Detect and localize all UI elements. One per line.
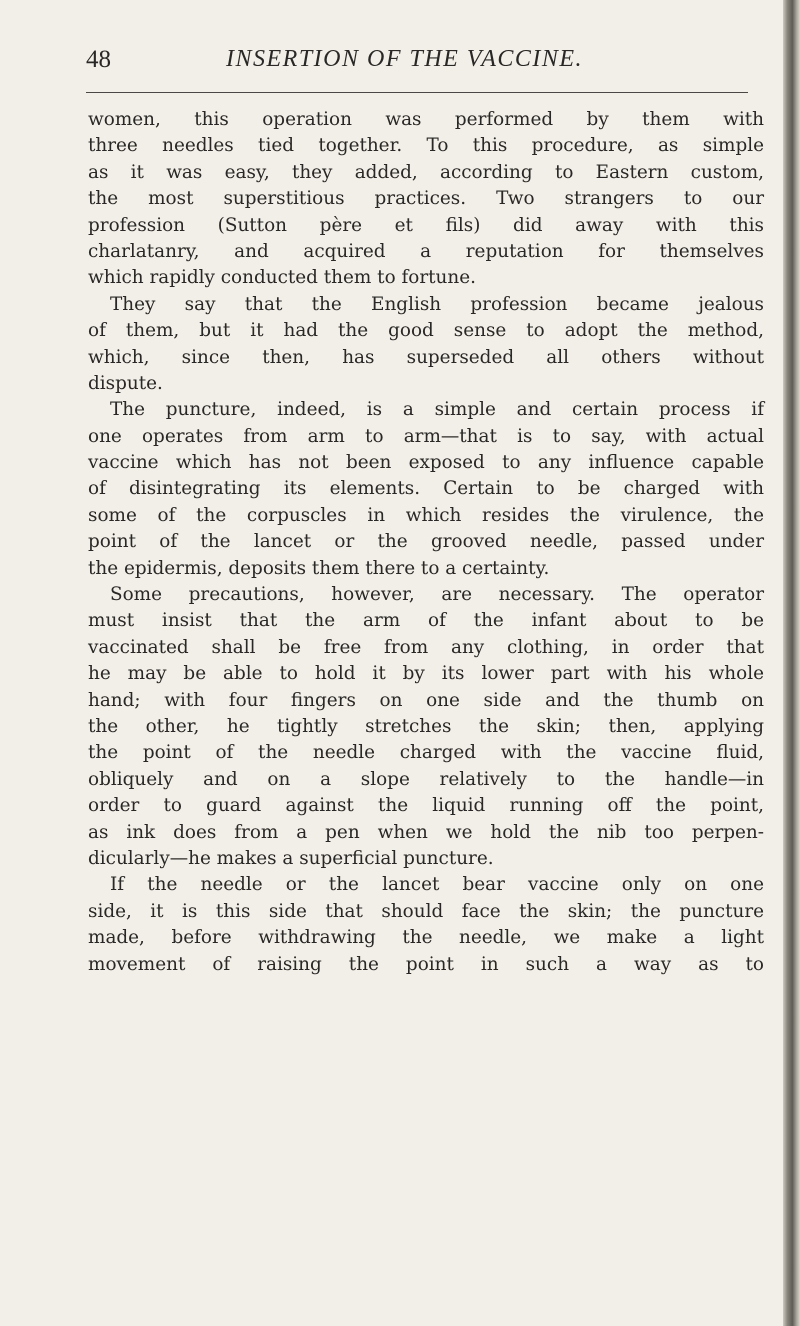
text-line: the epidermis, deposits them there to a certainty. — [88, 557, 550, 579]
running-title: INSERTION OF THE VACCINE. — [226, 46, 584, 72]
text-line: Some precautions, however, are necessary. The operator — [110, 584, 764, 606]
text-line: three needles tied together. To this procedure, as simple — [88, 135, 764, 157]
text-line: movement of raising the point in such a way as to — [88, 953, 764, 975]
text-line: as ink does from a pen when we hold the nib too perpen- — [88, 821, 764, 843]
body-text — [88, 107, 764, 978]
text-line: charlatanry, and acquired a reputation for themselves — [88, 240, 764, 262]
text-line: point of the lancet or the grooved needle, passed under — [88, 531, 764, 553]
text-line: he may be able to hold it by its lower part with his whole — [88, 663, 764, 685]
text-line: profession (Sutton père et fils) did away with this — [88, 214, 764, 236]
book-spine-edge — [783, 0, 800, 1326]
text-line: They say that the English profession became jealous — [110, 293, 764, 315]
text-line: the other, he tightly stretches the skin; then, applying — [88, 715, 764, 737]
text-line: side, it is this side that should face the skin; the puncture — [88, 900, 764, 922]
text-line: one operates from arm to arm—that is to say, with actual — [88, 425, 764, 447]
text-line: some of the corpuscles in which resides the virulence, the — [88, 504, 764, 526]
text-line: of disintegrating its elements. Certain to be charged with — [88, 478, 764, 500]
text-line: vaccine which has not been exposed to any influence capable — [88, 452, 764, 474]
text-line: which, since then, has superseded all others without — [88, 346, 764, 368]
text-line: dispute. — [88, 372, 163, 394]
page-number: 48 — [86, 46, 111, 73]
text-line: the point of the needle charged with the vaccine fluid, — [88, 742, 764, 764]
text-line: The puncture, indeed, is a simple and certain process if — [110, 399, 764, 421]
text-line: women, this operation was performed by them with — [88, 109, 764, 130]
text-line: of them, but it had the good sense to adopt the method, — [88, 320, 764, 342]
text-line: which rapidly conducted them to fortune. — [88, 267, 476, 289]
header-rule — [86, 92, 748, 93]
text-line: If the needle or the lancet bear vaccine only on one — [110, 874, 764, 896]
text-line: obliquely and on a slope relatively to the handle—in — [88, 768, 764, 790]
text-line: hand; with four fingers on one side and the thumb on — [88, 689, 764, 711]
text-line: the most superstitious practices. Two strangers to our — [88, 188, 764, 210]
text-line: dicularly—he makes a superficial puncture. — [88, 847, 494, 869]
page-header — [86, 42, 758, 86]
text-line: made, before withdrawing the needle, we make a light — [88, 927, 764, 949]
text-line: as it was easy, they added, according to Eastern custom, — [88, 161, 764, 183]
text-line: order to guard against the liquid running off the point, — [88, 795, 764, 817]
text-line: vaccinated shall be free from any clothing, in order that — [88, 636, 764, 658]
text-line: must insist that the arm of the infant about to be — [88, 610, 764, 632]
